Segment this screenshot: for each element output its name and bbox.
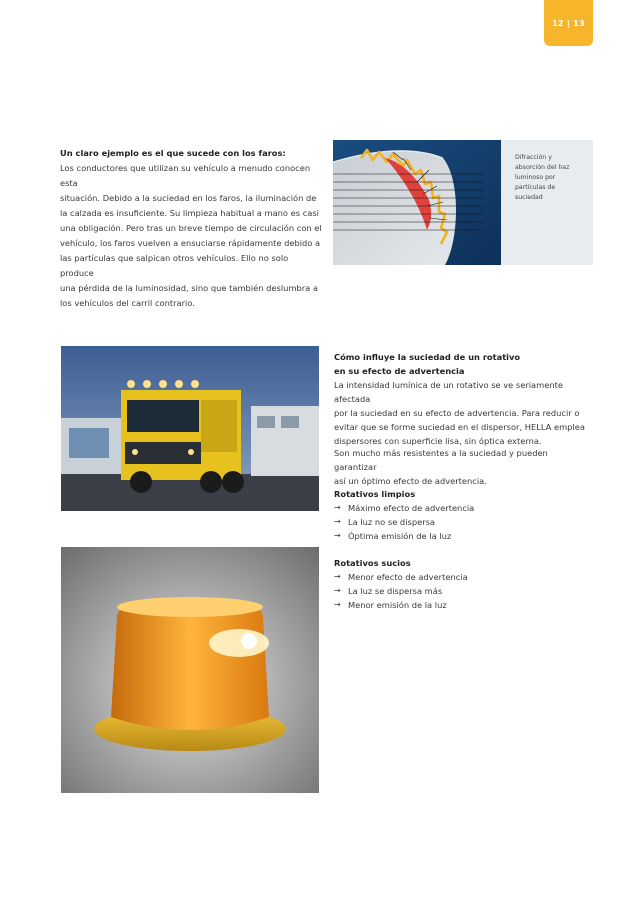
clean-beacons-list <box>334 487 592 543</box>
section-title: Cómo influye la suciedad de un rotativo <box>334 352 521 362</box>
intro-line: los vehículos del carril contrario. <box>60 298 195 308</box>
caption-line: absorción del haz <box>515 164 570 171</box>
intro-line: situación. Debido a la suciedad en los faros, la iluminación de <box>60 193 317 203</box>
arrow-icon: → <box>334 531 341 540</box>
intro-line: una obligación. Pero tras un breve tiempo de circulación con el <box>60 223 322 233</box>
tow-truck-photo <box>61 346 319 511</box>
intro-line: una pérdida de la luminosidad, sino que también deslumbra a <box>60 283 318 293</box>
arrow-icon: → <box>334 572 341 581</box>
beacon-illustration <box>61 547 319 793</box>
clean-title: Rotativos limpios <box>334 489 416 499</box>
arrow-icon: → <box>334 517 341 526</box>
intro-line: vehículo, los faros vuelven a ensuciarse rápidamente debido a <box>60 238 321 248</box>
intro-line: las partículas que salpican otros vehículos. Ello no solo produce <box>60 253 289 278</box>
body-line: evitar que se forme suciedad en el dispersor, HELLA emplea <box>334 422 585 432</box>
body-line: Son mucho más resistentes a la suciedad y pueden garantizar <box>334 448 548 472</box>
caption-line: luminoso por <box>515 174 556 181</box>
section-body-2 <box>334 446 592 488</box>
intro-line: la calzada es insuficiente. Su limpieza habitual a mano es casi <box>60 208 319 218</box>
body-line: por la suciedad en su efecto de advertencia. Para reducir o <box>334 408 580 418</box>
list-item: → Menor emisión de la luz <box>334 600 447 610</box>
intro-paragraph <box>60 146 324 311</box>
section-title: en su efecto de advertencia <box>334 366 465 376</box>
caption-line: Difracción y <box>515 154 552 161</box>
dirty-beacons-list <box>334 556 592 612</box>
list-item: → La luz no se dispersa <box>334 517 436 527</box>
page-number: 12 | 13 <box>552 19 585 28</box>
caption-line: partículas de <box>515 184 556 191</box>
arrow-icon: → <box>334 600 341 609</box>
list-item: → La luz se dispersa más <box>334 586 443 596</box>
list-item: → Menor efecto de advertencia <box>334 572 468 582</box>
page-number-tab <box>544 0 593 46</box>
body-line: así un óptimo efecto de advertencia. <box>334 476 487 486</box>
diagram-caption <box>515 153 585 203</box>
intro-title: Un claro ejemplo es el que sucede con los faros: <box>60 148 286 158</box>
arrow-icon: → <box>334 586 341 595</box>
beacon-photo <box>61 547 319 793</box>
arrow-icon: → <box>334 503 341 512</box>
list-item: → Máximo efecto de advertencia <box>334 503 475 513</box>
tow-truck-illustration <box>61 346 319 511</box>
dirty-title: Rotativos sucios <box>334 558 411 568</box>
intro-line: Los conductores que utilizan su vehículo a menudo conocen esta <box>60 163 311 188</box>
section-intro <box>334 350 592 448</box>
body-line: dispersores con superficie lisa, sin óptica externa. <box>334 436 542 446</box>
body-line: La intensidad lumínica de un rotativo se ve seriamente afectada <box>334 380 563 404</box>
caption-line: suciedad <box>515 194 543 201</box>
list-item: → Óptima emisión de la luz <box>334 531 452 541</box>
